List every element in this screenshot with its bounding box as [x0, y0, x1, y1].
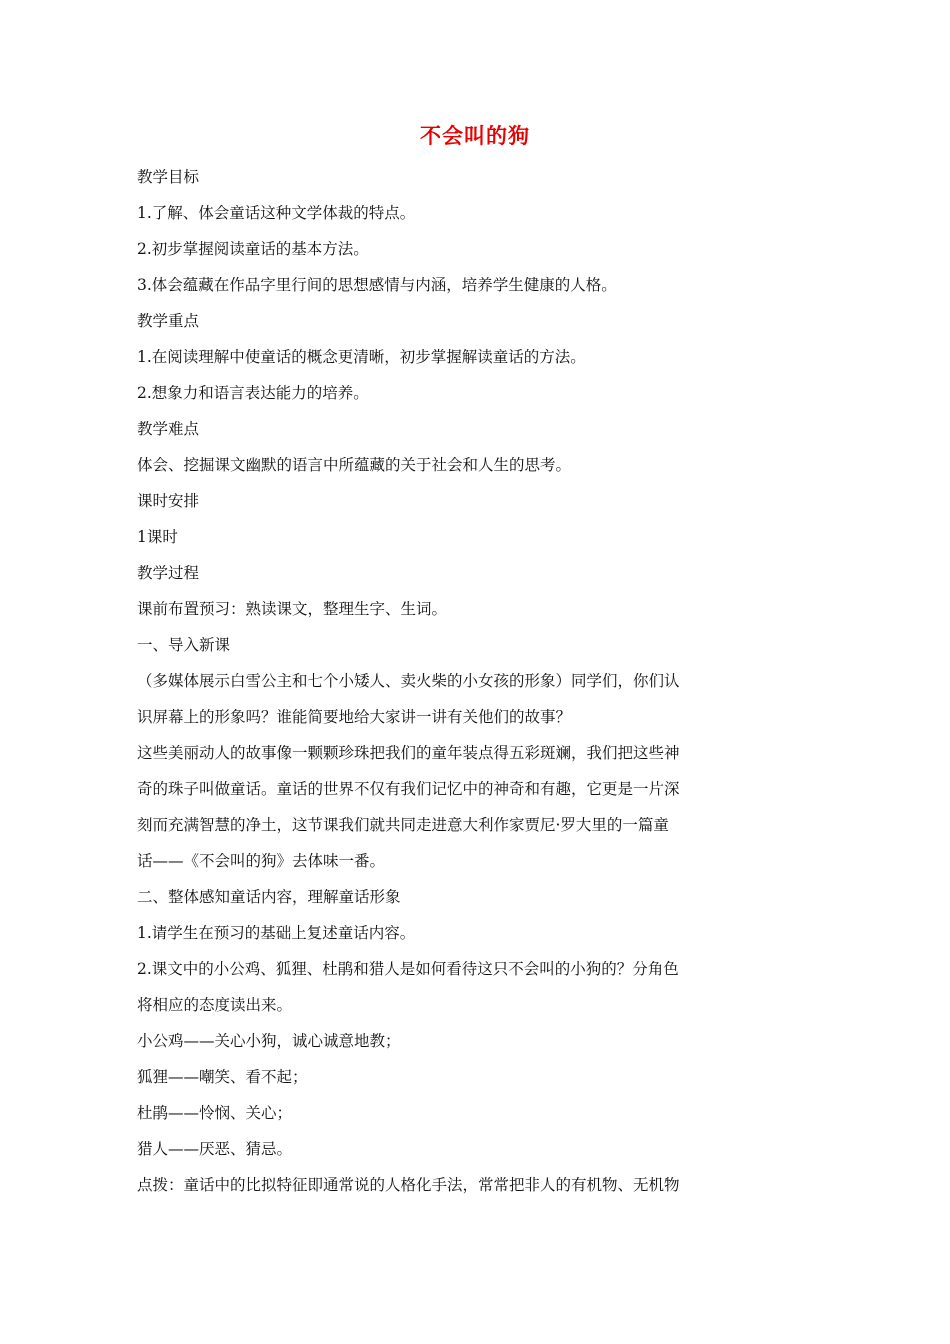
body-line: 1.请学生在预习的基础上复述童话内容。: [137, 924, 416, 942]
document-title: 不会叫的狗: [420, 124, 530, 148]
body-line: 体会、挖掘课文幽默的语言中所蕴藏的关于社会和人生的思考。: [137, 456, 572, 474]
body-line: 狐狸——嘲笑、看不起；: [137, 1068, 308, 1086]
body-line: 点拨：童话中的比拟特征即通常说的人格化手法，常常把非人的有机物、无机物: [137, 1176, 680, 1194]
body-line: 猎人——厌恶、猜忌。: [137, 1140, 293, 1158]
section-heading: 一、导入新课: [137, 636, 231, 654]
body-line: 刻而充满智慧的净土，这节课我们就共同走进意大利作家贾尼·罗大里的一篇童: [137, 816, 669, 834]
section-heading: 教学目标: [137, 168, 200, 186]
section-heading: 二、整体感知童话内容，理解童话形象: [137, 888, 401, 906]
body-line: 小公鸡——关心小狗，诚心诚意地教；: [137, 1032, 401, 1050]
section-heading: 教学过程: [137, 564, 200, 582]
body-line: 这些美丽动人的故事像一颗颗珍珠把我们的童年装点得五彩斑斓，我们把这些神: [137, 744, 680, 762]
body-line: 2.初步掌握阅读童话的基本方法。: [137, 240, 369, 258]
body-line: （多媒体展示白雪公主和七个小矮人、卖火柴的小女孩的形象）同学们，你们认: [137, 672, 680, 690]
section-heading: 教学重点: [137, 312, 200, 330]
body-line: 1课时: [137, 528, 178, 546]
body-line: 将相应的态度读出来。: [137, 996, 293, 1014]
section-heading: 课时安排: [137, 492, 200, 510]
body-line: 课前布置预习：熟读课文，整理生字、生词。: [137, 600, 448, 618]
body-line: 话——《不会叫的狗》去体味一番。: [137, 852, 386, 870]
document-body: [137, 159, 727, 1203]
section-heading: 教学难点: [137, 420, 200, 438]
body-line: 识屏幕上的形象吗？谁能简要地给大家讲一讲有关他们的故事？: [137, 708, 572, 726]
body-line: 3.体会蕴藏在作品字里行间的思想感情与内涵，培养学生健康的人格。: [137, 276, 617, 294]
body-line: 奇的珠子叫做童话。童话的世界不仅有我们记忆中的神奇和有趣，它更是一片深: [137, 780, 680, 798]
body-line: 1.在阅读理解中使童话的概念更清晰，初步掌握解读童话的方法。: [137, 348, 586, 366]
body-line: 杜鹃——怜悯、关心；: [137, 1104, 293, 1122]
body-line: 2.课文中的小公鸡、狐狸、杜鹃和猎人是如何看待这只不会叫的小狗的？分角色: [137, 960, 679, 978]
body-line: 2.想象力和语言表达能力的培养。: [137, 384, 369, 402]
body-line: 1.了解、体会童话这种文学体裁的特点。: [137, 204, 416, 222]
